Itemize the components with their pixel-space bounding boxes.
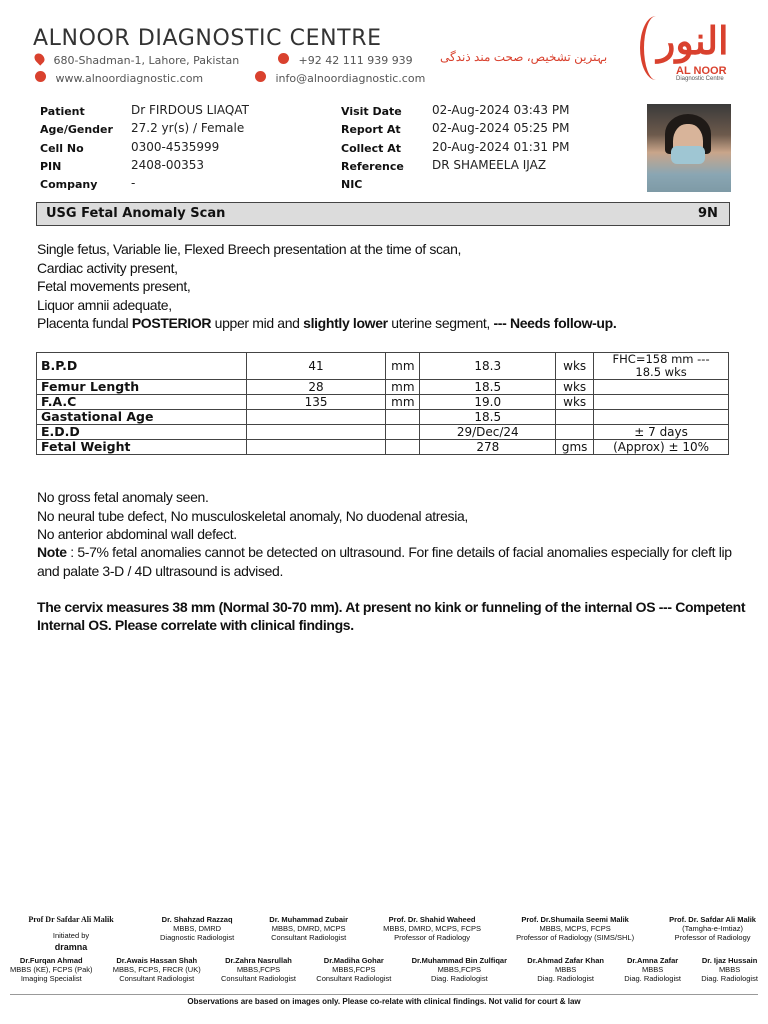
cell-label: Cell No [40, 142, 84, 155]
cell-v: 41 [246, 353, 386, 380]
cell-u: mm [386, 380, 420, 395]
narrative-line-2: Cardiac activity present, [37, 260, 178, 276]
finding-1: No gross fetal anomaly seen. [37, 489, 209, 505]
visit-value: 02-Aug-2024 03:43 PM [432, 103, 570, 117]
finding-2: No neural tube defect, No musculoskeletal anomaly, No duodenal atresia, [37, 508, 468, 524]
report-label: Report At [341, 123, 401, 136]
radiologist-name: Dr. Muhammad Zubair [269, 915, 349, 924]
radiologist-name: Dr.Ahmad Zafar Khan [527, 956, 604, 965]
cell-gu: gms [556, 440, 594, 455]
pin-label: PIN [40, 160, 62, 173]
disclaimer: Observations are based on images only. Please co-relate with clinical findings. Not valid for court & law [187, 997, 581, 1006]
phone: +92 42 111 939 939 [298, 54, 413, 67]
radiologist-role: Diagnostic Radiologist [160, 933, 235, 942]
age-label: Age/Gender [40, 123, 113, 136]
cell-k: E.D.D [37, 425, 247, 440]
note-line: Note : 5-7% fetal anomalies cannot be detected on ultrasound. For fine details of facial anomalies especially for cleft lip [37, 544, 732, 560]
cell-k: B.P.D [37, 353, 247, 380]
cell-ga: 18.5 [420, 380, 556, 395]
cell-value: 0300-4535999 [131, 140, 220, 154]
radiologist-qualification: MBBS (KE), FCPS (Pak) [10, 965, 93, 974]
radiologist-qualification: MBBS, DMRD [173, 924, 222, 933]
radiologist-role: Consultant Radiologist [119, 974, 195, 983]
pin-value: 2408-00353 [131, 158, 205, 172]
cell-k: F.A.C [37, 395, 247, 410]
cell-ga: 278 [420, 440, 556, 455]
cell-gu: wks [556, 395, 594, 410]
radiologist-card [527, 956, 604, 983]
radiologist-role: Professor of Radiology [394, 933, 471, 942]
radiologist-card [669, 915, 756, 942]
cell-n: (Approx) ± 10% [594, 440, 729, 455]
radiologist-qualification: MBBS, DMRD, MCPS [271, 924, 346, 933]
radiologist-name: Dr. Shahzad Razzaq [161, 915, 233, 924]
patient-value: Dr FIRDOUS LIAQAT [131, 103, 249, 117]
radiologist-card [269, 915, 348, 942]
phone-line [278, 53, 413, 67]
logo-subtitle: Diagnostic Centre [676, 76, 724, 82]
reference-label: Reference [341, 160, 404, 173]
website-line [35, 71, 203, 85]
radiologist-card [160, 915, 234, 942]
cell-v: 28 [246, 380, 386, 395]
table-row [37, 410, 729, 425]
radiologist-qualification: MBBS [555, 965, 577, 974]
cell-u: mm [386, 395, 420, 410]
cell-v [246, 425, 386, 440]
email-line [255, 71, 425, 85]
radiologist-qualification: MBBS [718, 965, 741, 974]
finding-3: No anterior abdominal wall defect. [37, 526, 237, 542]
logo-arabic: النور [657, 18, 729, 63]
cell-n: FHC=158 mm --- 18.5 wks [594, 353, 729, 380]
cell-n [594, 380, 729, 395]
radiologist-qualification: MBBS,FCPS [437, 965, 481, 974]
radiologist-card [701, 956, 758, 983]
cell-k: Fetal Weight [37, 440, 247, 455]
report-value: 02-Aug-2024 05:25 PM [432, 121, 570, 135]
radiologist-name: Dr.Furqan Ahmad [19, 956, 83, 965]
cell-gu [556, 425, 594, 440]
radiologist-card [624, 956, 681, 983]
section-title: USG Fetal Anomaly Scan [46, 206, 226, 221]
cell-ga: 18.3 [420, 353, 556, 380]
radiologist-role: Imaging Specialist [20, 974, 82, 983]
radiologist-name: Dr. Ijaz Hussain [701, 956, 758, 965]
radiologists-row-1 [160, 915, 756, 942]
visit-label: Visit Date [341, 105, 402, 118]
table-row [37, 380, 729, 395]
cell-gu: wks [556, 380, 594, 395]
cell-n: ± 7 days [594, 425, 729, 440]
collect-value: 20-Aug-2024 01:31 PM [432, 140, 570, 154]
company-value: - [131, 176, 136, 190]
radiologist-role: Professor of Radiology [674, 933, 751, 942]
cervix-line-1: The cervix measures 38 mm (Normal 30-70 mm). At present no kink or funneling of the internal OS --- Competent [37, 599, 746, 615]
note-line-2: and palate 3-D / 4D ultrasound is advised. [37, 563, 284, 579]
age-value: 27.2 yr(s) / Female [131, 121, 245, 135]
cell-u [386, 410, 420, 425]
cervix-line-2: Internal OS. Please correlate with clinical findings. [37, 617, 354, 633]
phone-icon [278, 53, 289, 64]
cell-n [594, 395, 729, 410]
cell-u: mm [386, 353, 420, 380]
narrative-line-3: Fetal movements present, [37, 278, 191, 294]
website: www.alnoordiagnostic.com [55, 72, 204, 85]
cell-u [386, 440, 420, 455]
table-row [37, 440, 729, 455]
radiologist-qualification: MBBS, MCPS, FCPS [539, 924, 611, 933]
address-line [35, 53, 239, 67]
measurement-table [36, 352, 729, 455]
radiologist-role: Consultant Radiologist [316, 974, 392, 983]
cell-ga: 19.0 [420, 395, 556, 410]
reference-value: DR SHAMEELA IJAZ [432, 158, 547, 172]
email: info@alnoordiagnostic.com [275, 72, 426, 85]
cell-ga: 18.5 [420, 410, 556, 425]
initiator-block: Prof Dr Safdar Ali Malik [28, 915, 114, 924]
narrative-line-5: Placenta fundal POSTERIOR upper mid and slightly lower uterine segment, --- Needs follow-up. [37, 315, 617, 331]
cell-n [594, 410, 729, 425]
radiologist-name: Dr.Awais Hassan Shah [116, 956, 198, 965]
radiologist-name: Dr.Madiha Gohar [323, 956, 384, 965]
nic-label: NIC [341, 178, 363, 191]
radiologist-card [113, 956, 201, 983]
logo-name: AL NOOR [676, 65, 727, 77]
initiated-by: dramna [54, 942, 88, 952]
radiologist-card [316, 956, 391, 983]
radiologist-role: Diag. Radiologist [537, 974, 594, 983]
radiologist-qualification: MBBS,FCPS [332, 965, 376, 974]
radiologist-role: Diag. Radiologist [430, 974, 488, 983]
radiologist-role: Consultant Radiologist [220, 974, 297, 983]
radiologist-role: Diag. Radiologist [701, 974, 758, 983]
radiologist-name: Dr.Zahra Nasrullah [225, 956, 292, 965]
table-row [37, 395, 729, 410]
radiologist-name: Prof. Dr. Safdar Ali Malik [669, 915, 756, 924]
radiologist-qualification: MBBS, FCPS, FRCR (UK) [112, 965, 201, 974]
radiologist-card [412, 956, 507, 983]
radiologist-card [10, 956, 93, 983]
radiologist-name: Dr.Muhammad Bin Zulfiqar [411, 956, 508, 965]
centre-name: ALNOOR DIAGNOSTIC CENTRE [33, 26, 382, 51]
address: 680-Shadman-1, Lahore, Pakistan [53, 54, 240, 67]
radiologist-role: Professor of Radiology (SIMS/SHL) [516, 933, 635, 942]
radiologist-qualification: (Tamgha-e-Imtiaz) [682, 924, 743, 933]
cell-v [246, 410, 386, 425]
cell-gu: wks [556, 353, 594, 380]
radiologist-qualification: MBBS, DMRD, MCPS, FCPS [383, 924, 482, 933]
narrative-line-4: Liquor amnii adequate, [37, 297, 172, 313]
tagline-urdu: بہترین تشخیص، صحت مند ذندگی [440, 50, 608, 64]
cell-v: 135 [246, 395, 386, 410]
envelope-icon [255, 71, 266, 82]
section-code: 9N [698, 206, 718, 221]
narrative-line-1: Single fetus, Variable lie, Flexed Breech presentation at the time of scan, [37, 241, 462, 257]
radiologist-card [516, 915, 634, 942]
radiologist-qualification: MBBS [641, 965, 664, 974]
radiologist-name: Prof. Dr.Shumaila Seemi Malik [521, 915, 629, 924]
collect-label: Collect At [341, 142, 402, 155]
cell-gu [556, 410, 594, 425]
radiologist-name: Dr.Amna Zafar [626, 956, 679, 965]
radiologist-name: Prof. Dr. Shahid Waheed [388, 915, 476, 924]
radiologist-card [383, 915, 481, 942]
radiologist-role: Consultant Radiologist [271, 933, 347, 942]
radiologist-qualification: MBBS,FCPS [236, 965, 281, 974]
cell-v [246, 440, 386, 455]
radiologists-row-2 [10, 956, 758, 983]
table-row [37, 353, 729, 380]
patient-photo [647, 104, 731, 192]
globe-icon [35, 71, 46, 82]
cell-k: Femur Length [37, 380, 247, 395]
radiologist-role: Diag. Radiologist [624, 974, 681, 983]
table-row [37, 425, 729, 440]
cell-k: Gastational Age [37, 410, 247, 425]
company-label: Company [40, 178, 98, 191]
location-pin-icon [32, 51, 46, 65]
cell-u [386, 425, 420, 440]
patient-label: Patient [40, 105, 85, 118]
cell-ga: 29/Dec/24 [420, 425, 556, 440]
radiologist-card [221, 956, 296, 983]
initiated-by-label: Initiated by [52, 931, 90, 940]
